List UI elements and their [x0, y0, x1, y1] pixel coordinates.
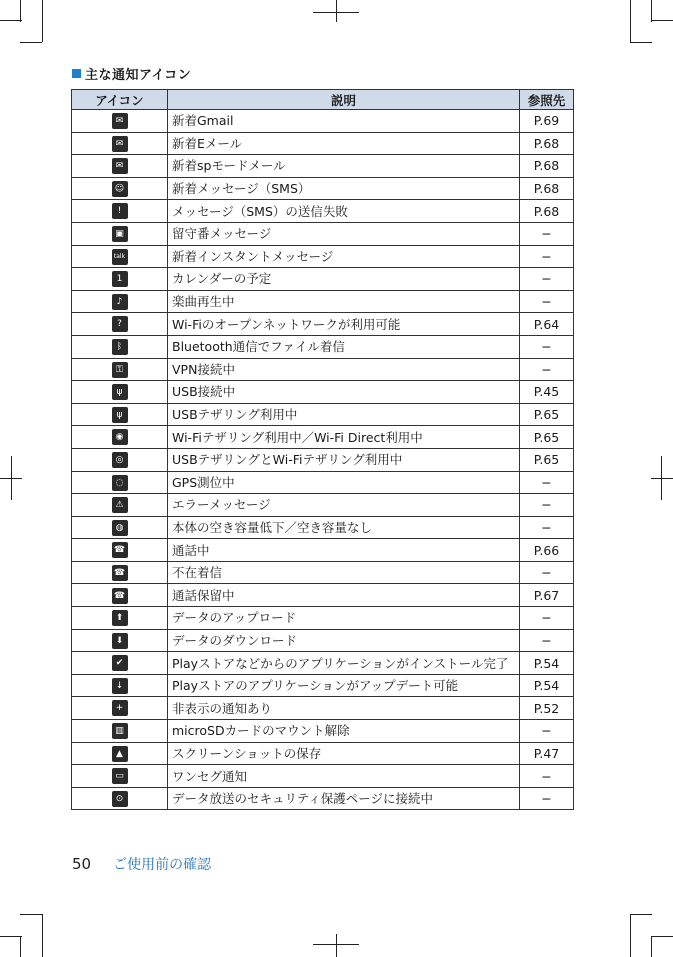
icon-cell [72, 584, 168, 607]
registration-mark [651, 478, 673, 479]
crop-mark [630, 0, 631, 42]
table-row [72, 403, 574, 426]
description-cell: 新着メッセージ（SMS） [168, 177, 520, 200]
description-cell: データ放送のセキュリティ保護ページに接続中 [168, 787, 520, 810]
vpn-key-icon: ⚿ [112, 362, 128, 378]
reference-cell: P.69 [520, 110, 574, 133]
icon-cell [72, 245, 168, 268]
description-cell: VPN接続中 [168, 358, 520, 381]
icon-cell [72, 652, 168, 675]
description-cell: スクリーンショットの保存 [168, 742, 520, 765]
send-failed-icon: ! [112, 203, 128, 219]
crop-mark [20, 914, 42, 915]
description-cell: カレンダーの予定 [168, 268, 520, 291]
icon-cell [72, 335, 168, 358]
email-icon: ✉ [112, 136, 128, 152]
reference-cell: − [520, 471, 574, 494]
table-row [72, 471, 574, 494]
icon-cell [72, 629, 168, 652]
description-cell: USB接続中 [168, 381, 520, 404]
reference-cell: − [520, 290, 574, 313]
column-header-description: 説明 [168, 90, 520, 110]
description-cell: 通話中 [168, 539, 520, 562]
crop-mark [42, 914, 43, 957]
error-warning-icon: ⚠ [112, 497, 128, 513]
icon-cell [72, 381, 168, 404]
icon-cell [72, 539, 168, 562]
table-row [72, 132, 574, 155]
reference-cell: P.64 [520, 313, 574, 336]
icon-cell [72, 765, 168, 788]
reference-cell: − [520, 268, 574, 291]
reference-cell: − [520, 629, 574, 652]
reference-cell: − [520, 787, 574, 810]
table-row [72, 200, 574, 223]
crop-mark [20, 42, 42, 43]
description-cell: USBテザリング利用中 [168, 403, 520, 426]
gmail-icon: ✉ [112, 113, 128, 129]
reference-cell: − [520, 494, 574, 517]
hidden-notification-icon: + [112, 700, 128, 716]
table-row [72, 268, 574, 291]
icon-cell [72, 561, 168, 584]
sd-unmount-icon: ▥ [112, 723, 128, 739]
page-number: 50 [72, 855, 92, 873]
crop-mark [20, 0, 21, 22]
reference-cell: P.47 [520, 742, 574, 765]
description-cell: エラーメッセージ [168, 494, 520, 517]
description-cell: データのダウンロード [168, 629, 520, 652]
footer-section-title: ご使用前の確認 [113, 857, 212, 873]
description-cell: ワンセグ通知 [168, 765, 520, 788]
reference-cell: − [520, 358, 574, 381]
usb-icon: ψ [112, 384, 128, 400]
reference-cell: P.54 [520, 674, 574, 697]
table-row [72, 629, 574, 652]
crop-mark [651, 936, 652, 957]
install-complete-icon: ✔ [112, 655, 128, 671]
crop-mark [42, 0, 43, 42]
description-cell: 新着インスタントメッセージ [168, 245, 520, 268]
registration-mark [661, 456, 662, 500]
table-row [72, 155, 574, 178]
reference-cell: P.65 [520, 448, 574, 471]
icon-cell [72, 313, 168, 336]
table-row [72, 765, 574, 788]
usb-tether-icon: ψ [112, 407, 128, 423]
icon-cell [72, 697, 168, 720]
table-row [72, 561, 574, 584]
reference-cell: P.67 [520, 584, 574, 607]
table-row [72, 448, 574, 471]
icon-cell [72, 200, 168, 223]
call-icon: ☎ [112, 542, 128, 558]
crop-mark [651, 0, 652, 22]
crop-mark [651, 20, 673, 21]
reference-cell: − [520, 335, 574, 358]
table-header-row [72, 90, 574, 110]
reference-cell: P.65 [520, 426, 574, 449]
description-cell: 新着spモードメール [168, 155, 520, 178]
icon-cell [72, 674, 168, 697]
icon-cell [72, 787, 168, 810]
crop-mark [630, 914, 631, 957]
table-row [72, 607, 574, 630]
notification-icon-table [71, 89, 574, 810]
oneseg-icon: ▭ [112, 768, 128, 784]
download-icon: ⬇ [112, 633, 128, 649]
table-row [72, 539, 574, 562]
table-row [72, 381, 574, 404]
table-row [72, 222, 574, 245]
talk-icon: talk [112, 249, 128, 265]
table-row [72, 652, 574, 675]
reference-cell: P.54 [520, 652, 574, 675]
description-cell: USBテザリングとWi-Fiテザリング利用中 [168, 448, 520, 471]
icon-cell [72, 222, 168, 245]
description-cell: データのアップロード [168, 607, 520, 630]
secure-page-icon: ⊙ [112, 791, 128, 807]
sp-mail-icon: ✉ [112, 158, 128, 174]
section-title: 主な通知アイコン [85, 68, 192, 83]
icon-cell [72, 177, 168, 200]
description-cell: Wi-Fiテザリング利用中／Wi-Fi Direct利用中 [168, 426, 520, 449]
column-header-icon: アイコン [72, 90, 168, 110]
table-row [72, 110, 574, 133]
square-bullet-icon [72, 69, 81, 78]
crop-mark [651, 936, 673, 937]
table-row [72, 494, 574, 517]
voicemail-icon: ▣ [112, 226, 128, 242]
registration-mark [11, 456, 12, 500]
reference-cell: − [520, 245, 574, 268]
reference-cell: P.68 [520, 200, 574, 223]
icon-cell [72, 471, 168, 494]
description-cell: microSDカードのマウント解除 [168, 720, 520, 743]
icon-cell [72, 494, 168, 517]
table-row [72, 787, 574, 810]
reference-cell: − [520, 607, 574, 630]
description-cell: 新着Eメール [168, 132, 520, 155]
wifi-tether-icon: ◉ [112, 429, 128, 445]
crop-mark [630, 914, 652, 915]
icon-cell [72, 268, 168, 291]
upload-icon: ⬆ [112, 610, 128, 626]
reference-cell: − [520, 720, 574, 743]
reference-cell: − [520, 765, 574, 788]
screenshot-icon: ▲ [112, 746, 128, 762]
description-cell: Playストアなどからのアプリケーションがインストール完了 [168, 652, 520, 675]
description-cell: 楽曲再生中 [168, 290, 520, 313]
icon-cell [72, 132, 168, 155]
description-cell: Playストアのアプリケーションがアップデート可能 [168, 674, 520, 697]
table-row [72, 335, 574, 358]
icon-cell [72, 720, 168, 743]
reference-cell: − [520, 561, 574, 584]
description-cell: 非表示の通知あり [168, 697, 520, 720]
description-cell: 不在着信 [168, 561, 520, 584]
reference-cell: P.68 [520, 132, 574, 155]
section-heading [72, 64, 191, 83]
reference-cell: P.68 [520, 177, 574, 200]
table-row [72, 742, 574, 765]
table-row [72, 426, 574, 449]
app-update-icon: ↓ [112, 678, 128, 694]
reference-cell: P.68 [520, 155, 574, 178]
icon-cell [72, 403, 168, 426]
description-cell: GPS測位中 [168, 471, 520, 494]
reference-cell: P.65 [520, 403, 574, 426]
gps-icon: ◌ [112, 475, 128, 491]
table-row [72, 674, 574, 697]
reference-cell: − [520, 222, 574, 245]
icon-cell [72, 742, 168, 765]
icon-cell [72, 516, 168, 539]
music-icon: ♪ [112, 294, 128, 310]
tether-both-icon: ◎ [112, 452, 128, 468]
table-row [72, 290, 574, 313]
table-row [72, 358, 574, 381]
message-icon: ☺ [112, 181, 128, 197]
table-row [72, 584, 574, 607]
bluetooth-icon: ᛒ [112, 339, 128, 355]
table-row [72, 177, 574, 200]
reference-cell: P.66 [520, 539, 574, 562]
description-cell: Bluetooth通信でファイル着信 [168, 335, 520, 358]
table-row [72, 245, 574, 268]
calendar-icon: 1 [112, 271, 128, 287]
wifi-open-icon: ? [112, 316, 128, 332]
registration-mark [336, 934, 337, 957]
description-cell: メッセージ（SMS）の送信失敗 [168, 200, 520, 223]
column-header-reference: 参照先 [520, 90, 574, 110]
reference-cell: − [520, 516, 574, 539]
crop-mark [0, 936, 22, 937]
crop-mark [20, 936, 21, 957]
description-cell: 本体の空き容量低下／空き容量なし [168, 516, 520, 539]
table-row [72, 697, 574, 720]
icon-cell [72, 358, 168, 381]
table-row [72, 313, 574, 336]
reference-cell: P.52 [520, 697, 574, 720]
missed-call-icon: ☎ [112, 565, 128, 581]
description-cell: Wi-Fiのオープンネットワークが利用可能 [168, 313, 520, 336]
icon-cell [72, 607, 168, 630]
description-cell: 通話保留中 [168, 584, 520, 607]
icon-cell [72, 110, 168, 133]
registration-mark [336, 0, 337, 22]
table-row [72, 516, 574, 539]
description-cell: 新着Gmail [168, 110, 520, 133]
reference-cell: P.45 [520, 381, 574, 404]
crop-mark [630, 42, 652, 43]
page-footer [72, 854, 211, 874]
storage-low-icon: ◍ [112, 520, 128, 536]
icon-cell [72, 426, 168, 449]
description-cell: 留守番メッセージ [168, 222, 520, 245]
table-row [72, 720, 574, 743]
crop-mark [0, 20, 22, 21]
icon-cell [72, 155, 168, 178]
icon-cell [72, 290, 168, 313]
icon-cell [72, 448, 168, 471]
call-hold-icon: ☎ [112, 588, 128, 604]
